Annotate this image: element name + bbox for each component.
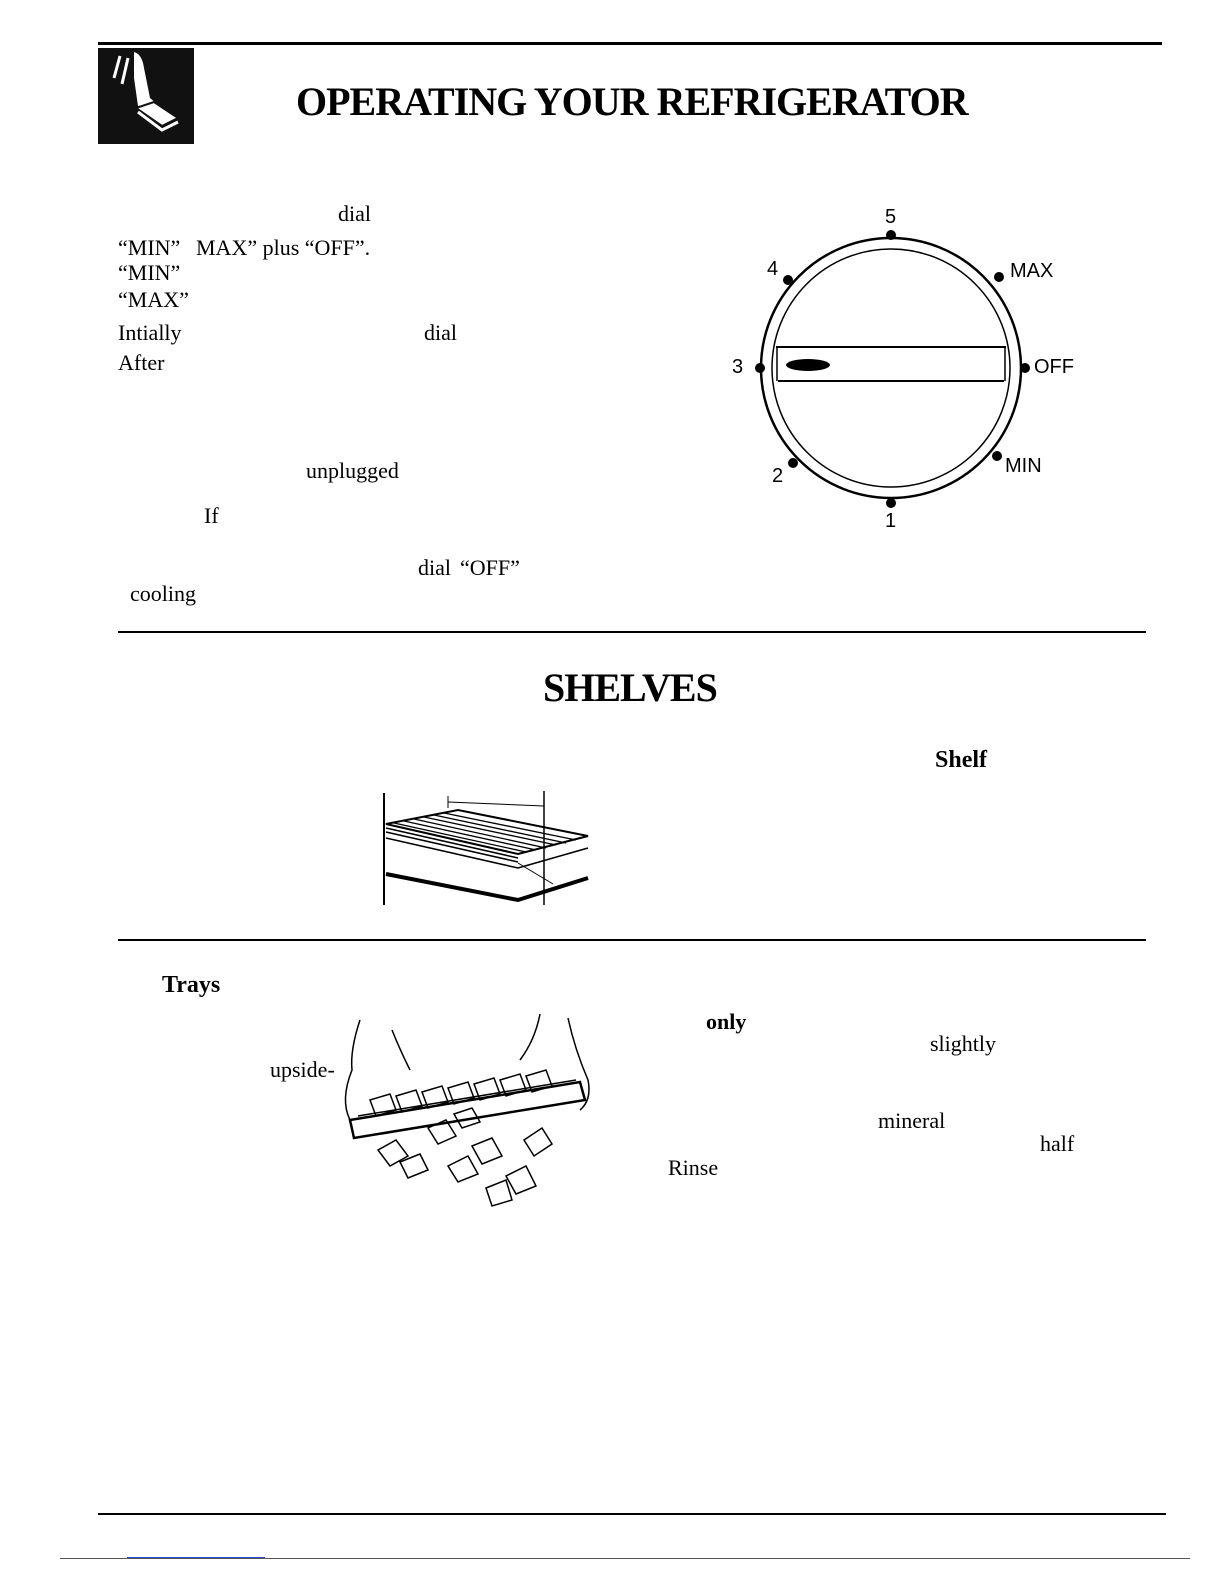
dial-label-4: 4 xyxy=(767,258,779,280)
trays-label: Trays xyxy=(162,972,221,998)
shelf-label: Shelf xyxy=(935,747,988,773)
text-fragment: “OFF” xyxy=(460,555,520,580)
section-divider xyxy=(118,939,1146,941)
text-fragment: Rinse xyxy=(668,1155,719,1180)
text-fragment: cooling xyxy=(130,581,196,606)
dial-label-2: 2 xyxy=(772,465,784,487)
text-fragment: If xyxy=(204,503,219,528)
footer-link-underline[interactable] xyxy=(127,1557,265,1558)
ice-tray-illustration xyxy=(330,1010,595,1215)
dial-label-1: 1 xyxy=(885,510,897,532)
footer-thin-rule xyxy=(60,1558,1190,1559)
hand-press-icon xyxy=(98,48,194,144)
text-fragment: unplugged xyxy=(306,458,399,483)
text-fragment: dial xyxy=(418,555,451,580)
dial-label-3: 3 xyxy=(732,356,744,378)
text-fragment: upside- xyxy=(270,1057,335,1082)
text-fragment: dial xyxy=(338,201,371,226)
text-fragment: Intially xyxy=(118,320,182,345)
section-divider xyxy=(118,631,1146,633)
footer-rule xyxy=(98,1513,1166,1515)
shelves-title: SHELVES xyxy=(543,665,717,710)
text-fragment: “MIN” xyxy=(118,235,181,260)
text-fragment: half xyxy=(1040,1131,1075,1156)
temperature-dial xyxy=(720,200,1100,540)
dial-label-off: OFF xyxy=(1034,356,1074,378)
text-fragment: After xyxy=(118,350,165,375)
text-fragment: mineral xyxy=(878,1108,946,1133)
text-fragment: MAX” plus “OFF”. xyxy=(196,235,371,260)
text-fragment: “MIN” xyxy=(118,260,181,285)
page-title: OPERATING YOUR REFRIGERATOR xyxy=(296,79,968,124)
text-fragment: only xyxy=(706,1009,747,1034)
dial-label-5: 5 xyxy=(885,206,897,228)
shelf-illustration xyxy=(378,788,593,908)
text-fragment: “MAX” xyxy=(118,287,189,312)
text-fragment: slightly xyxy=(930,1031,997,1056)
text-fragment: dial xyxy=(424,320,457,345)
dial-label-min: MIN xyxy=(1005,455,1042,477)
dial-label-max: MAX xyxy=(1010,260,1054,282)
header-top-rule xyxy=(98,42,1162,45)
